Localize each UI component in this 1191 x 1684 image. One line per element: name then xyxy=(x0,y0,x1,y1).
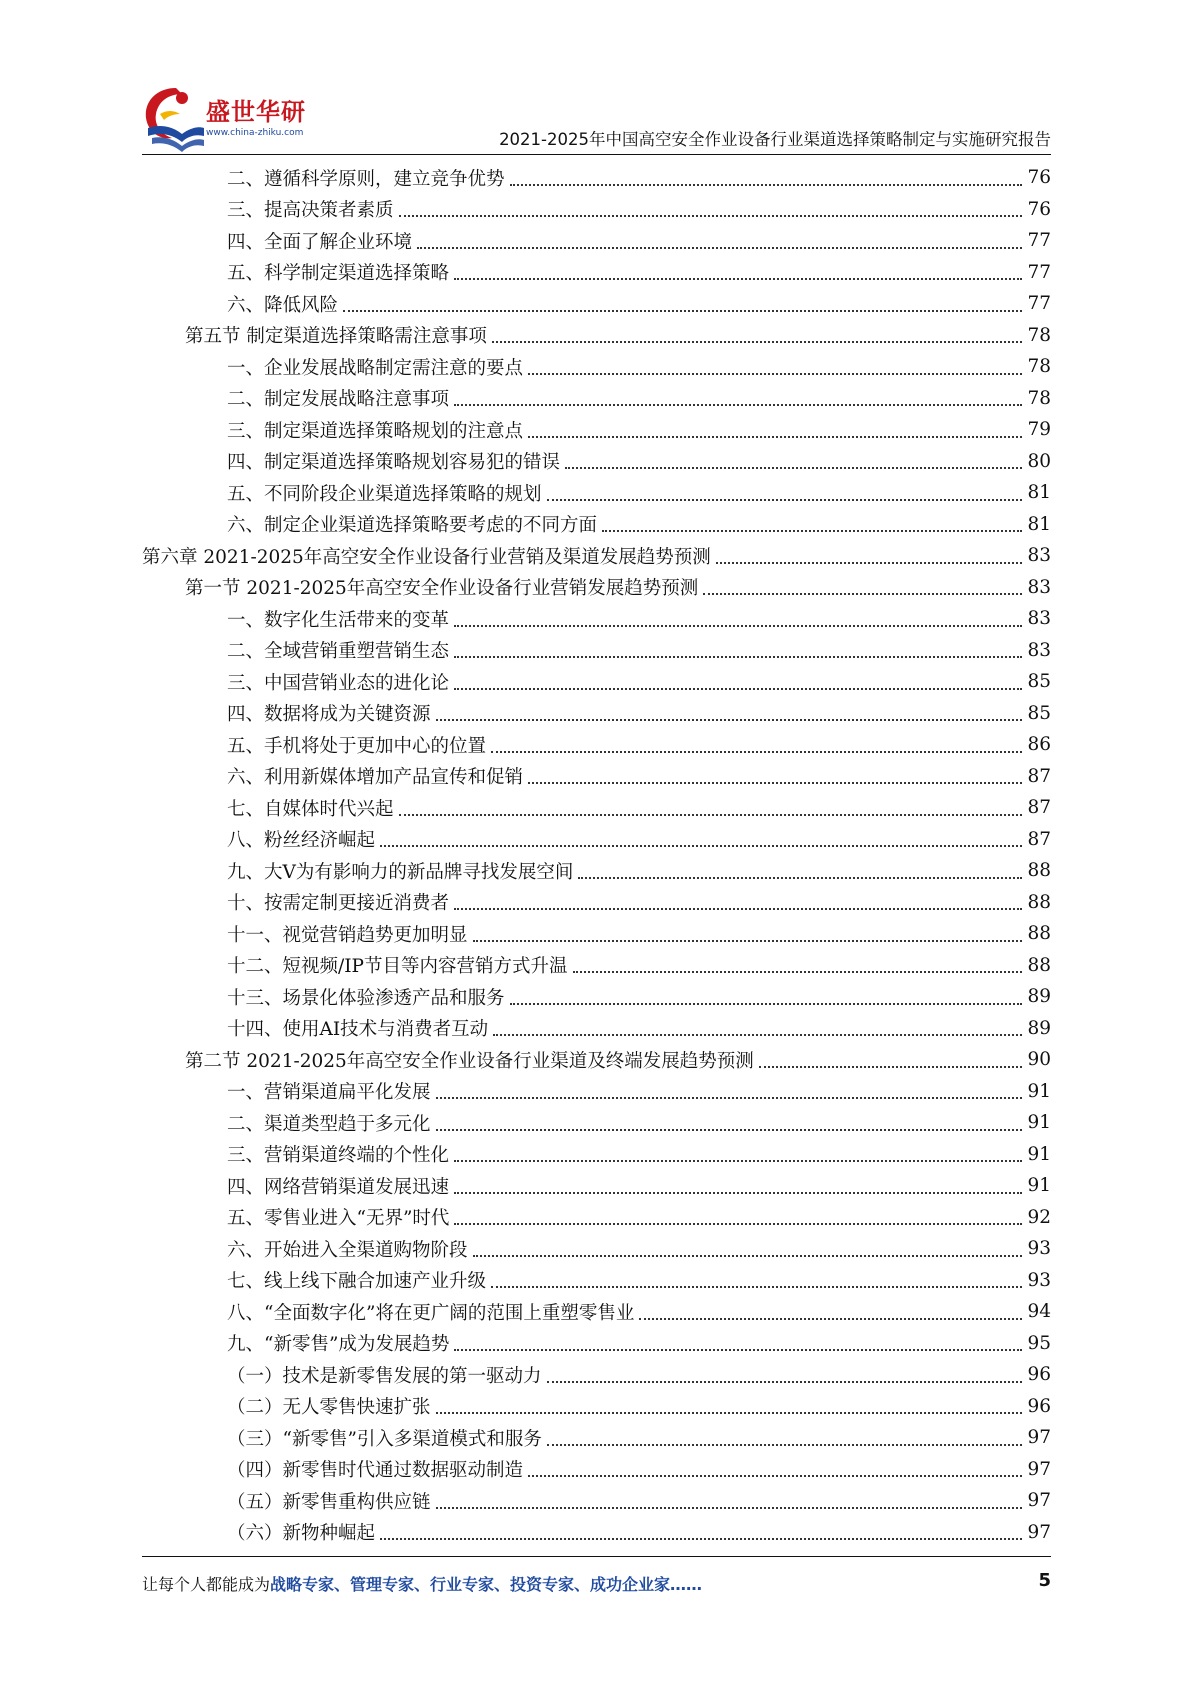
brand-url: www.china-zhiku.com xyxy=(206,128,304,138)
toc-entry[interactable] xyxy=(142,1107,1051,1139)
toc-leader-dots xyxy=(454,1160,1022,1162)
toc-entry[interactable] xyxy=(142,792,1051,824)
toc-entry-label: 第二节 2021-2025年高空安全作业设备行业渠道及终端发展趋势预测 xyxy=(185,1050,754,1072)
toc-entry[interactable] xyxy=(142,414,1051,446)
toc-entry-label: 一、数字化生活带来的变革 xyxy=(227,609,450,631)
toc-entry-label: 三、中国营销业态的进化论 xyxy=(227,672,450,694)
toc-entry[interactable] xyxy=(142,446,1051,478)
toc-entry-page: 89 xyxy=(1027,986,1051,1008)
toc-entry-label: （一）技术是新零售发展的第一驱动力 xyxy=(227,1365,542,1387)
toc-entry[interactable] xyxy=(142,1076,1051,1108)
toc-entry-label: 七、线上线下融合加速产业升级 xyxy=(227,1271,487,1293)
toc-entry[interactable] xyxy=(142,1013,1051,1045)
footer-slogan xyxy=(142,1572,702,1595)
toc-entry[interactable] xyxy=(142,1202,1051,1234)
toc-entry-page: 97 xyxy=(1027,1490,1051,1512)
toc-entry-page: 83 xyxy=(1027,608,1051,630)
toc-entry-label: （四）新零售时代通过数据驱动制造 xyxy=(227,1460,524,1482)
toc-leader-dots xyxy=(493,1034,1022,1036)
toc-leader-dots xyxy=(436,1097,1023,1099)
toc-leader-dots xyxy=(454,688,1022,690)
toc-entry-page: 94 xyxy=(1027,1301,1051,1323)
toc-entry-label: 二、制定发展战略注意事项 xyxy=(227,389,450,411)
toc-entry[interactable] xyxy=(142,950,1051,982)
toc-entry[interactable] xyxy=(142,1391,1051,1423)
toc-entry-page: 78 xyxy=(1027,324,1051,346)
toc-entry-page: 87 xyxy=(1027,797,1051,819)
toc-entry[interactable] xyxy=(142,666,1051,698)
toc-entry[interactable] xyxy=(142,194,1051,226)
toc-leader-dots xyxy=(399,215,1023,217)
toc-entry-label: 四、全面了解企业环境 xyxy=(227,231,413,253)
toc-entry[interactable] xyxy=(142,509,1051,541)
toc-entry-page: 88 xyxy=(1027,891,1051,913)
toc-entry-page: 91 xyxy=(1027,1175,1051,1197)
header-divider xyxy=(142,154,1051,155)
toc-entry-page: 81 xyxy=(1027,482,1051,504)
toc-entry[interactable] xyxy=(142,603,1051,635)
toc-entry[interactable] xyxy=(142,1139,1051,1171)
toc-leader-dots xyxy=(454,1349,1022,1351)
toc-entry[interactable] xyxy=(142,1422,1051,1454)
toc-entry-label: 十四、使用AI技术与消费者互动 xyxy=(227,1019,489,1041)
toc-entry-page: 96 xyxy=(1027,1364,1051,1386)
toc-entry-page: 85 xyxy=(1027,702,1051,724)
toc-entry-label: 九、大V为有影响力的新品牌寻找发展空间 xyxy=(227,861,574,883)
toc-entry-page: 88 xyxy=(1027,923,1051,945)
toc-entry-page: 91 xyxy=(1027,1112,1051,1134)
toc-leader-dots xyxy=(380,1538,1022,1540)
toc-entry-label: （二）无人零售快速扩张 xyxy=(227,1397,431,1419)
toc-entry-page: 83 xyxy=(1027,576,1051,598)
toc-entry-label: 六、降低风险 xyxy=(227,294,339,316)
toc-leader-dots xyxy=(436,1129,1023,1131)
toc-entry-page: 78 xyxy=(1027,356,1051,378)
toc-entry-page: 89 xyxy=(1027,1017,1051,1039)
toc-entry-label: 二、全域营销重塑营销生态 xyxy=(227,641,450,663)
toc-entry-label: 五、零售业进入“无界”时代 xyxy=(227,1208,450,1230)
toc-entry-page: 79 xyxy=(1027,419,1051,441)
toc-entry-label: 二、渠道类型趋于多元化 xyxy=(227,1113,431,1135)
toc-entry[interactable] xyxy=(142,572,1051,604)
toc-entry-label: 十一、视觉营销趋势更加明显 xyxy=(227,924,468,946)
toc-entry[interactable] xyxy=(142,320,1051,352)
toc-leader-dots xyxy=(716,562,1023,564)
toc-entry[interactable] xyxy=(142,1233,1051,1265)
toc-leader-dots xyxy=(343,310,1022,312)
toc-leader-dots xyxy=(473,1255,1023,1257)
toc-entry-label: 四、制定渠道选择策略规划容易犯的错误 xyxy=(227,452,561,474)
toc-leader-dots xyxy=(573,971,1023,973)
toc-leader-dots xyxy=(491,751,1022,753)
toc-leader-dots xyxy=(528,1475,1022,1477)
toc-entry-page: 76 xyxy=(1027,198,1051,220)
toc-leader-dots xyxy=(436,1412,1023,1414)
toc-entry-page: 95 xyxy=(1027,1332,1051,1354)
toc-leader-dots xyxy=(578,877,1022,879)
toc-entry-label: 十、按需定制更接近消费者 xyxy=(227,893,450,915)
toc-entry-page: 86 xyxy=(1027,734,1051,756)
toc-entry[interactable] xyxy=(142,1328,1051,1360)
toc-entry-page: 83 xyxy=(1027,639,1051,661)
toc-leader-dots xyxy=(510,184,1023,186)
toc-entry[interactable] xyxy=(142,698,1051,730)
toc-leader-dots xyxy=(602,530,1022,532)
toc-entry[interactable] xyxy=(142,383,1051,415)
toc-entry-page: 90 xyxy=(1027,1049,1051,1071)
toc-entry-label: 三、提高决策者素质 xyxy=(227,200,394,222)
toc-entry-page: 97 xyxy=(1027,1521,1051,1543)
brand-logo-icon xyxy=(142,84,204,154)
toc-entry-page: 91 xyxy=(1027,1080,1051,1102)
toc-leader-dots xyxy=(639,1318,1022,1320)
toc-leader-dots xyxy=(436,1507,1023,1509)
toc-entry[interactable] xyxy=(142,1517,1051,1549)
toc-entry-label: 七、自媒体时代兴起 xyxy=(227,798,394,820)
toc-entry[interactable] xyxy=(142,540,1051,572)
toc-entry-page: 91 xyxy=(1027,1143,1051,1165)
toc-leader-dots xyxy=(399,814,1023,816)
toc-entry[interactable] xyxy=(142,477,1051,509)
toc-entry[interactable] xyxy=(142,1044,1051,1076)
toc-entry[interactable] xyxy=(142,824,1051,856)
toc-entry-label: （五）新零售重构供应链 xyxy=(227,1491,431,1513)
toc-leader-dots xyxy=(454,404,1022,406)
toc-entry[interactable] xyxy=(142,1265,1051,1297)
toc-entry-label: 五、科学制定渠道选择策略 xyxy=(227,263,450,285)
toc-entry-label: 三、营销渠道终端的个性化 xyxy=(227,1145,450,1167)
toc-entry-label: 六、制定企业渠道选择策略要考虑的不同方面 xyxy=(227,515,598,537)
toc-entry-label: 九、“新零售”成为发展趋势 xyxy=(227,1334,450,1356)
toc-entry[interactable] xyxy=(142,257,1051,289)
toc-leader-dots xyxy=(547,499,1023,501)
toc-entry-page: 77 xyxy=(1027,261,1051,283)
toc-leader-dots xyxy=(528,373,1022,375)
toc-leader-dots xyxy=(454,1192,1022,1194)
toc-entry-label: 十三、场景化体验渗透产品和服务 xyxy=(227,987,505,1009)
toc-entry-label: 六、利用新媒体增加产品宣传和促销 xyxy=(227,767,524,789)
toc-entry-label: 三、制定渠道选择策略规划的注意点 xyxy=(227,420,524,442)
toc-entry-page: 77 xyxy=(1027,293,1051,315)
toc-entry[interactable] xyxy=(142,729,1051,761)
toc-leader-dots xyxy=(454,908,1022,910)
toc-entry[interactable] xyxy=(142,635,1051,667)
brand-name: 盛世华研 xyxy=(206,98,306,126)
toc-leader-dots xyxy=(491,1286,1022,1288)
toc-entry-page: 76 xyxy=(1027,167,1051,189)
toc-entry-label: 二、遵循科学原则，建立竞争优势 xyxy=(227,168,505,190)
toc-entry-label: （六）新物种崛起 xyxy=(227,1523,376,1545)
document-title: 2021-2025年中国高空安全作业设备行业渠道选择策略制定与实施研究报告 xyxy=(499,130,1051,149)
toc-entry[interactable] xyxy=(142,918,1051,950)
toc-entry[interactable] xyxy=(142,981,1051,1013)
toc-entry[interactable] xyxy=(142,1170,1051,1202)
toc-leader-dots xyxy=(510,1003,1023,1005)
toc-entry-page: 78 xyxy=(1027,387,1051,409)
toc-entry[interactable] xyxy=(142,761,1051,793)
footer-divider xyxy=(142,1556,1051,1557)
toc-leader-dots xyxy=(454,625,1022,627)
toc-entry-label: 五、不同阶段企业渠道选择策略的规划 xyxy=(227,483,542,505)
toc-entry-label: 十二、短视频/IP节目等内容营销方式升温 xyxy=(227,956,568,978)
toc-entry-page: 88 xyxy=(1027,860,1051,882)
toc-leader-dots xyxy=(454,656,1022,658)
toc-entry-page: 80 xyxy=(1027,450,1051,472)
toc-entry-page: 92 xyxy=(1027,1206,1051,1228)
toc-entry[interactable] xyxy=(142,288,1051,320)
toc-leader-dots xyxy=(492,341,1023,343)
toc-entry-page: 97 xyxy=(1027,1427,1051,1449)
toc-leader-dots xyxy=(417,247,1022,249)
toc-entry[interactable] xyxy=(142,855,1051,887)
toc-entry[interactable] xyxy=(142,351,1051,383)
toc-leader-dots xyxy=(759,1066,1023,1068)
toc-entry[interactable] xyxy=(142,887,1051,919)
toc-leader-dots xyxy=(436,719,1023,721)
toc-entry[interactable] xyxy=(142,1296,1051,1328)
toc-leader-dots xyxy=(454,1223,1022,1225)
toc-entry-page: 77 xyxy=(1027,230,1051,252)
toc-entry-page: 81 xyxy=(1027,513,1051,535)
toc-entry-page: 83 xyxy=(1027,545,1051,567)
toc-entry[interactable] xyxy=(142,1485,1051,1517)
toc-entry-label: 第一节 2021-2025年高空安全作业设备行业营销发展趋势预测 xyxy=(185,578,699,600)
toc-entry-label: 五、手机将处于更加中心的位置 xyxy=(227,735,487,757)
toc-entry[interactable] xyxy=(142,1454,1051,1486)
toc-leader-dots xyxy=(528,782,1022,784)
toc-entry-label: 八、“全面数字化”将在更广阔的范围上重塑零售业 xyxy=(227,1302,635,1324)
toc-entry-page: 85 xyxy=(1027,671,1051,693)
toc-entry[interactable] xyxy=(142,1359,1051,1391)
toc-leader-dots xyxy=(703,593,1022,595)
toc-entry[interactable] xyxy=(142,225,1051,257)
toc-entry-page: 93 xyxy=(1027,1238,1051,1260)
toc-entry-label: 一、企业发展战略制定需注意的要点 xyxy=(227,357,524,379)
toc-leader-dots xyxy=(473,940,1023,942)
toc-entry-label: 四、数据将成为关键资源 xyxy=(227,704,431,726)
toc-leader-dots xyxy=(547,1381,1023,1383)
toc-leader-dots xyxy=(547,1444,1023,1446)
toc-entry-label: 第六章 2021-2025年高空安全作业设备行业营销及渠道发展趋势预测 xyxy=(142,546,711,568)
toc-entry[interactable] xyxy=(142,162,1051,194)
toc-entry-page: 93 xyxy=(1027,1269,1051,1291)
toc-entry-page: 87 xyxy=(1027,765,1051,787)
table-of-contents xyxy=(142,162,1051,1548)
toc-leader-dots xyxy=(565,467,1022,469)
toc-leader-dots xyxy=(528,436,1022,438)
toc-leader-dots xyxy=(380,845,1022,847)
toc-entry-label: 一、营销渠道扁平化发展 xyxy=(227,1082,431,1104)
page-number: 5 xyxy=(1038,1570,1051,1591)
toc-entry-label: 八、粉丝经济崛起 xyxy=(227,830,376,852)
footer-slogan-prefix: 让每个人都能成为 xyxy=(142,1575,271,1594)
toc-entry-label: 第五节 制定渠道选择策略需注意事项 xyxy=(185,326,487,348)
page-header xyxy=(0,0,1191,160)
toc-entry-page: 97 xyxy=(1027,1458,1051,1480)
toc-entry-page: 87 xyxy=(1027,828,1051,850)
toc-entry-label: （三）“新零售”引入多渠道模式和服务 xyxy=(227,1428,542,1450)
toc-entry-page: 96 xyxy=(1027,1395,1051,1417)
toc-entry-page: 88 xyxy=(1027,954,1051,976)
toc-entry-label: 六、开始进入全渠道购物阶段 xyxy=(227,1239,468,1261)
toc-entry-label: 四、网络营销渠道发展迅速 xyxy=(227,1176,450,1198)
brand-logo xyxy=(142,84,362,154)
footer-slogan-highlight: 战略专家、管理专家、行业专家、投资专家、成功企业家…… xyxy=(270,1575,703,1594)
toc-leader-dots xyxy=(454,278,1022,280)
